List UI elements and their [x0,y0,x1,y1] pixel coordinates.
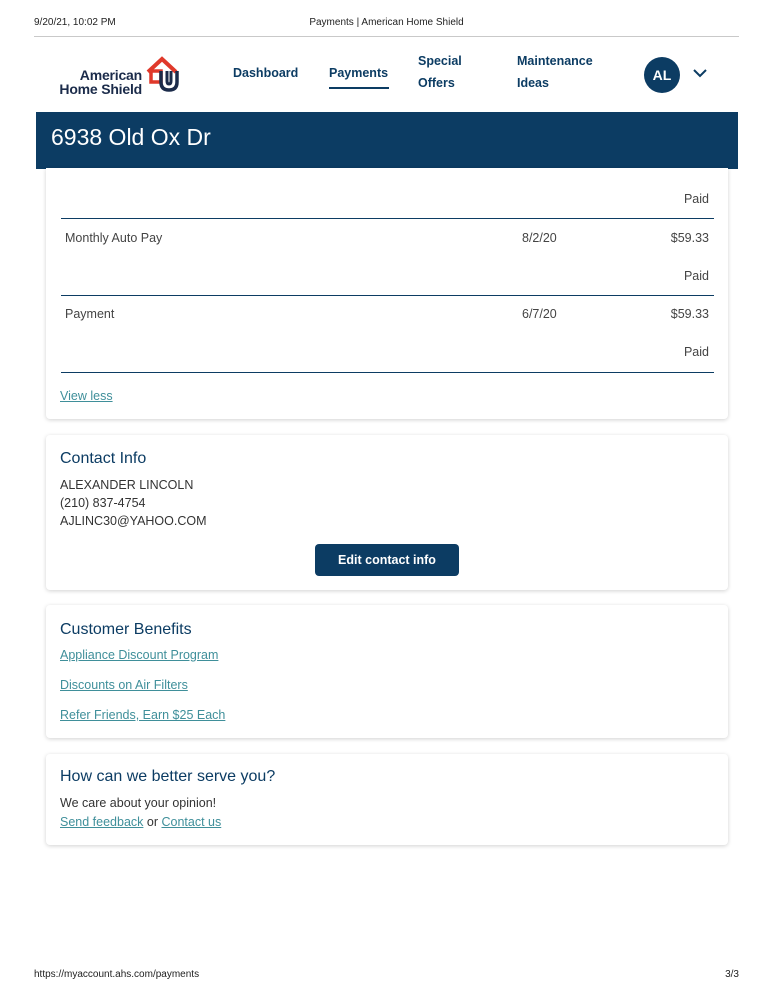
brand-logo[interactable] [58,52,218,102]
payment-status: Paid [683,192,709,206]
nav-payments[interactable]: Payments [329,66,389,80]
print-url: https://myaccount.ahs.com/payments [34,969,200,980]
nav-special-line1: Special [418,54,462,68]
nav-special-offers[interactable] [418,50,462,94]
feedback-card [46,754,728,845]
contact-us-link[interactable]: Contact us [161,815,222,829]
nav-maint-line2: Ideas [517,76,549,90]
payment-type: Payment [65,307,115,321]
print-datetime: 9/20/21, 10:02 PM [34,17,116,28]
send-feedback-link[interactable]: Send feedback [60,815,144,829]
nav-dashboard[interactable]: Dashboard [233,66,299,80]
benefits-heading: Customer Benefits [60,621,192,638]
logo-line2: Home Shield [59,81,142,97]
benefit-link-refer-friends[interactable]: Refer Friends, Earn $25 Each [60,708,226,722]
edit-contact-button[interactable]: Edit contact info [315,544,459,576]
contact-info-card [46,435,728,590]
feedback-heading: How can we better serve you? [60,768,276,785]
property-address: 6938 Old Ox Dr [51,124,211,150]
logo-line1: American [79,67,142,83]
contact-phone: (210) 837-4754 [60,496,146,510]
active-nav-indicator [329,87,389,89]
feedback-links [60,815,221,829]
benefit-link-air-filters[interactable]: Discounts on Air Filters [60,678,188,692]
view-less-link[interactable]: View less [60,389,113,403]
row-divider [61,372,714,373]
payment-history-card [46,168,728,419]
payment-date: 6/7/20 [522,307,557,321]
nav-maint-line1: Maintenance [517,54,593,68]
contact-email: AJLINC30@YAHOO.COM [60,514,207,528]
logo-wordmark [58,68,142,96]
payment-status: Paid [683,345,709,359]
property-banner [36,112,738,169]
customer-benefits-card [46,605,728,738]
contact-name: ALEXANDER LINCOLN [60,478,194,492]
top-navigation [36,44,738,112]
payment-type: Monthly Auto Pay [65,231,163,245]
row-divider [61,295,714,296]
contact-heading: Contact Info [60,450,147,467]
print-page-title: Payments | American Home Shield [309,17,464,28]
print-header [34,17,739,31]
feedback-or-text: or [146,815,162,829]
chevron-down-icon[interactable] [692,66,708,80]
nav-maintenance-ideas[interactable] [517,50,593,94]
row-divider [61,218,714,219]
user-avatar[interactable]: AL [644,57,680,93]
payment-amount: $59.33 [670,231,709,245]
payment-status: Paid [683,269,709,283]
print-footer [34,969,739,983]
payment-date: 8/2/20 [522,231,557,245]
payment-amount: $59.33 [670,307,709,321]
house-shield-logo-icon [144,54,184,94]
benefit-link-appliance-discount[interactable]: Appliance Discount Program [60,648,219,662]
print-page-number: 3/3 [725,969,739,980]
print-divider [34,36,739,37]
nav-special-line2: Offers [418,76,455,90]
feedback-text: We care about your opinion! [60,796,217,810]
